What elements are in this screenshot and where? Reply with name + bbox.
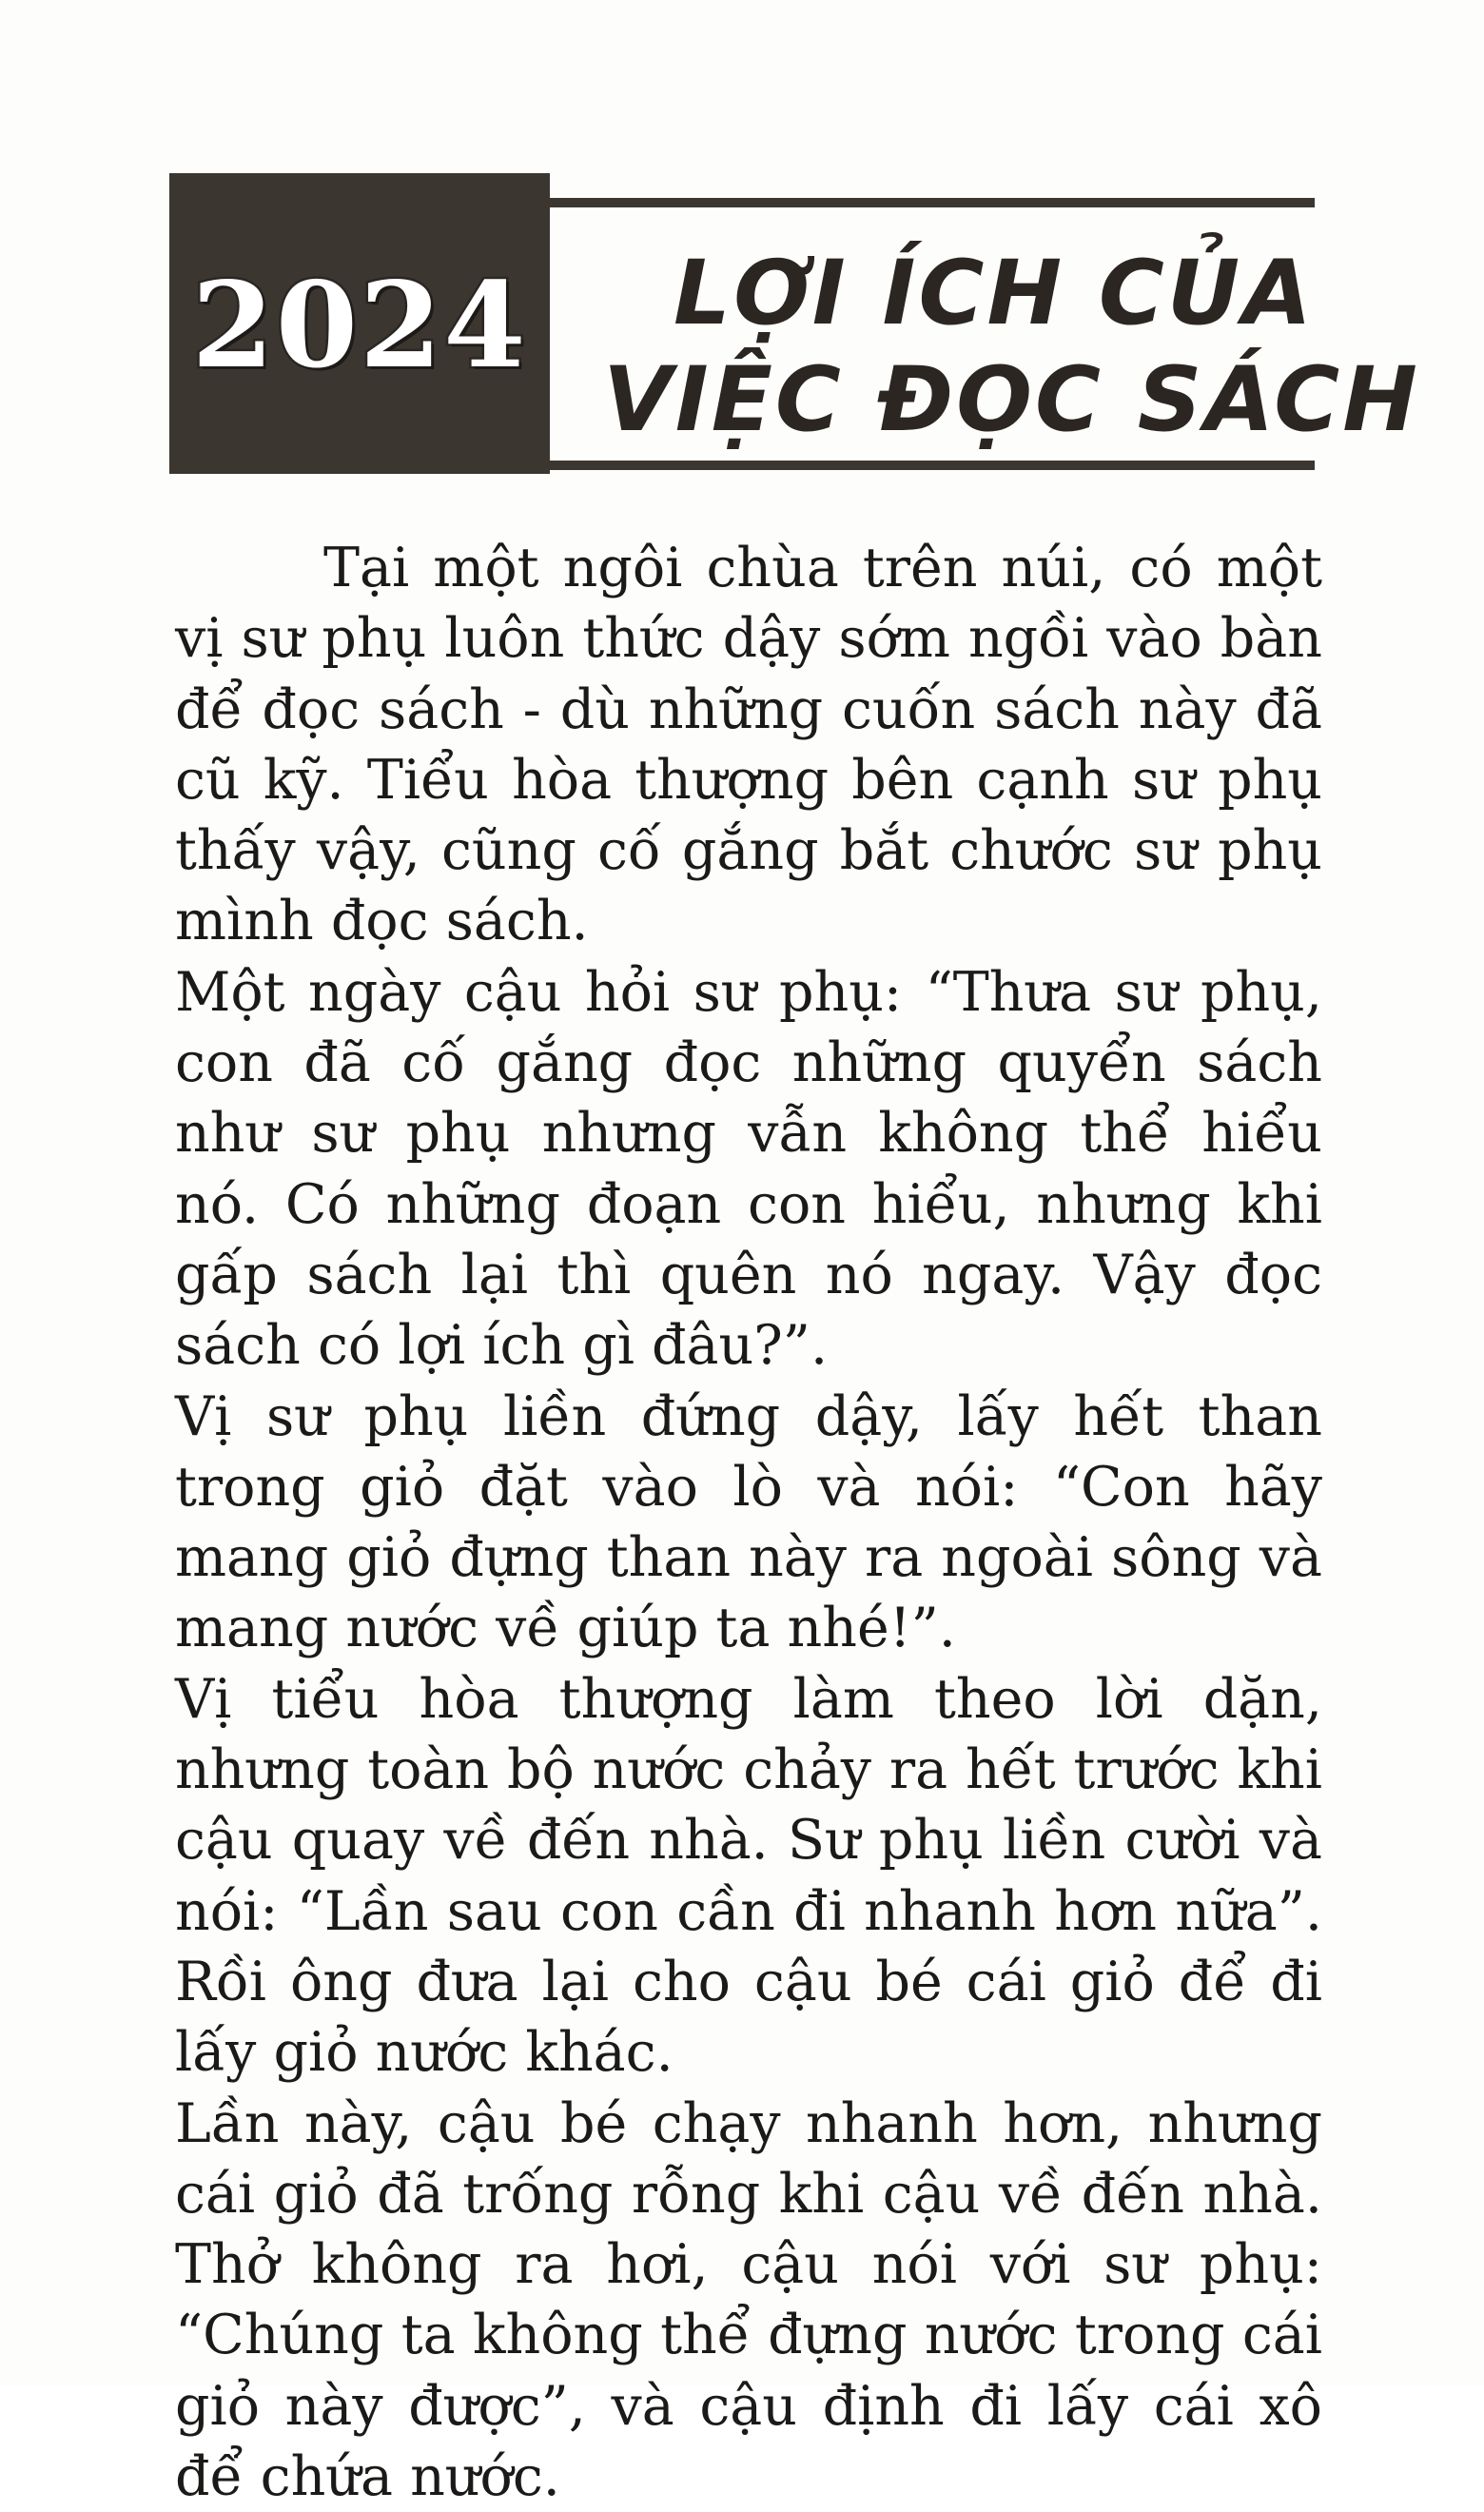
chapter-header bbox=[169, 173, 1420, 474]
header-top-rule bbox=[550, 198, 1315, 207]
chapter-title-line-2: VIỆC ĐỌC SÁCH bbox=[603, 348, 1420, 452]
chapter-title bbox=[569, 207, 1420, 461]
header-bottom-rule bbox=[550, 461, 1315, 470]
paragraph: Tại một ngôi chùa trên núi, có một vị sư phụ luôn thức dậy sớm ngồi vào bàn để đọc sách - dù những cuốn sách này đã cũ kỹ. Tiểu hòa thượng bên cạnh sư phụ thấy vậy, cũng cố gắng bắt chước sư phụ mình đọc sách. bbox=[175, 537, 1322, 953]
year-box bbox=[169, 173, 550, 474]
paragraph: Vị tiểu hòa thượng làm theo lời dặn, nhưng toàn bộ nước chảy ra hết trước khi cậu quay về đến nhà. Sư phụ liền cười và nói: “Lần sau con cần đi nhanh hơn nữa”. Rồi ông đưa lại cho cậu bé cái giỏ để đi lấy giỏ nước khác. bbox=[175, 1667, 1322, 2085]
paragraph: Một ngày cậu hỏi sư phụ: “Thưa sư phụ, con đã cố gắng đọc những quyển sách như sư phụ nhưng vẫn không thể hiểu nó. Có những đoạn con hiểu, nhưng khi gấp sách lại thì quên nó ngay. Vậy đọc sách có lợi ích gì đâu?”. bbox=[175, 960, 1322, 1378]
chapter-year: 2024 bbox=[191, 256, 528, 395]
paragraph: Vị sư phụ liền đứng dậy, lấy hết than trong giỏ đặt vào lò và nói: “Con hãy mang giỏ đựng than này ra ngoài sông và mang nước về giúp ta nhé!”. bbox=[175, 1384, 1322, 1660]
chapter-body bbox=[175, 533, 1322, 2512]
chapter-title-line-1: LỢI ÍCH CỦA bbox=[674, 242, 1315, 345]
paragraph: Lần này, cậu bé chạy nhanh hơn, nhưng cái giỏ đã trống rỗng khi cậu về đến nhà. Thở không ra hơi, cậu nói với sư phụ: “Chúng ta không thể đựng nước trong cái giỏ này được”, và cậu định đi lấy cái xô để chứa nước. bbox=[175, 2091, 1322, 2509]
